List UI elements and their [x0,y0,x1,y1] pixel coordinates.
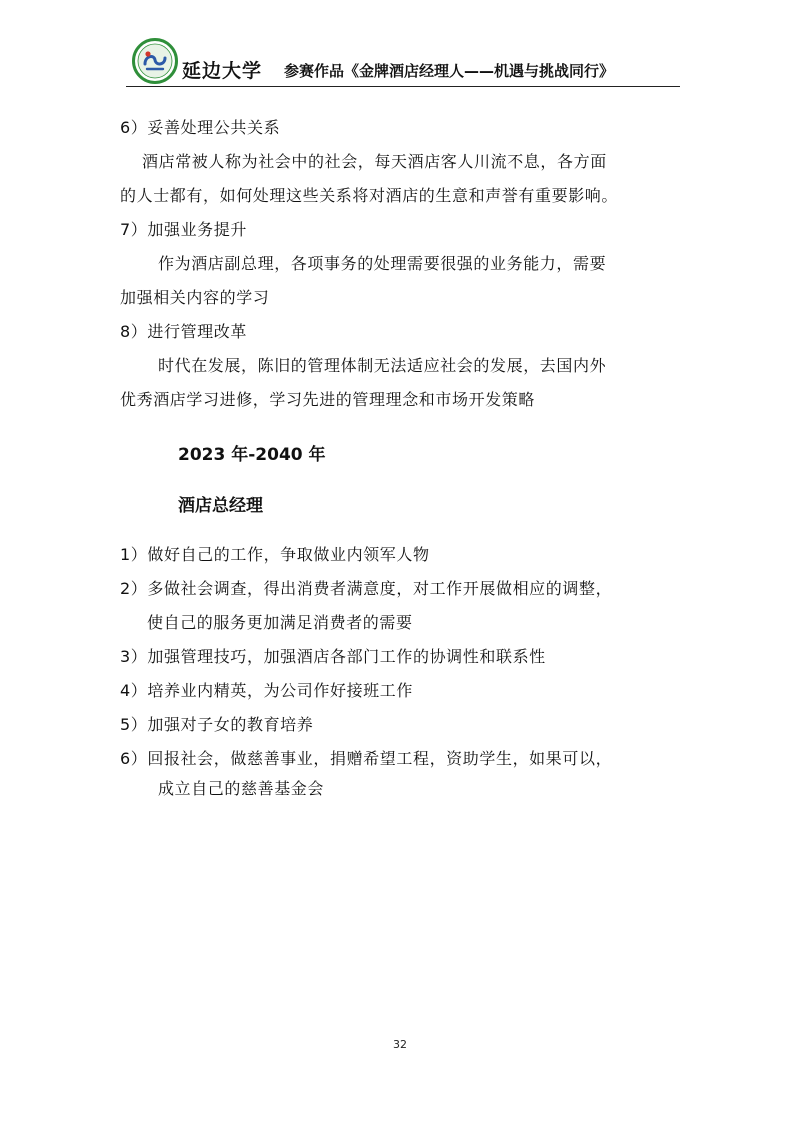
paragraph-line: 加强相关内容的学习 [120,288,270,307]
page-number: 32 [393,1038,407,1051]
paragraph-line: 作为酒店副总理，各项事务的处理需要很强的业务能力，需要 [158,254,607,273]
section-heading-6: 6）妥善处理公共关系 [120,118,281,137]
list-item: 3）加强管理技巧，加强酒店各部门工作的协调性和联系性 [120,647,546,666]
role-heading: 酒店总经理 [178,496,263,516]
section-heading-7: 7）加强业务提升 [120,220,247,239]
header-divider [126,86,680,87]
paragraph-line: 的人士都有，如何处理这些关系将对酒店的生意和声誉有重要影响。 [120,186,619,205]
university-name: 延边大学 [182,60,263,82]
list-item: 1）做好自己的工作，争取做业内领军人物 [120,545,430,564]
paragraph-line: 优秀酒店学习进修，学习先进的管理理念和市场开发策略 [120,390,536,409]
list-item: 4）培养业内精英，为公司作好接班工作 [120,681,413,700]
list-item: 6）回报社会，做慈善事业，捐赠希望工程，资助学生，如果可以， [120,749,613,768]
list-item-continuation: 成立自己的慈善基金会 [158,779,325,798]
period-heading: 2023 年-2040 年 [178,445,326,465]
university-logo-icon [132,38,178,84]
paragraph-line: 酒店常被人称为社会中的社会，每天酒店客人川流不息，各方面 [142,152,607,171]
list-item-continuation: 使自己的服务更加满足消费者的需要 [147,613,413,632]
contest-title: 参赛作品《金牌酒店经理人——机遇与挑战同行》 [284,62,615,80]
section-heading-8: 8）进行管理改革 [120,322,247,341]
paragraph-line: 时代在发展，陈旧的管理体制无法适应社会的发展，去国内外 [158,356,607,375]
page-header [126,38,680,88]
list-item: 2）多做社会调查，得出消费者满意度，对工作开展做相应的调整， [120,579,613,598]
list-item: 5）加强对子女的教育培养 [120,715,314,734]
